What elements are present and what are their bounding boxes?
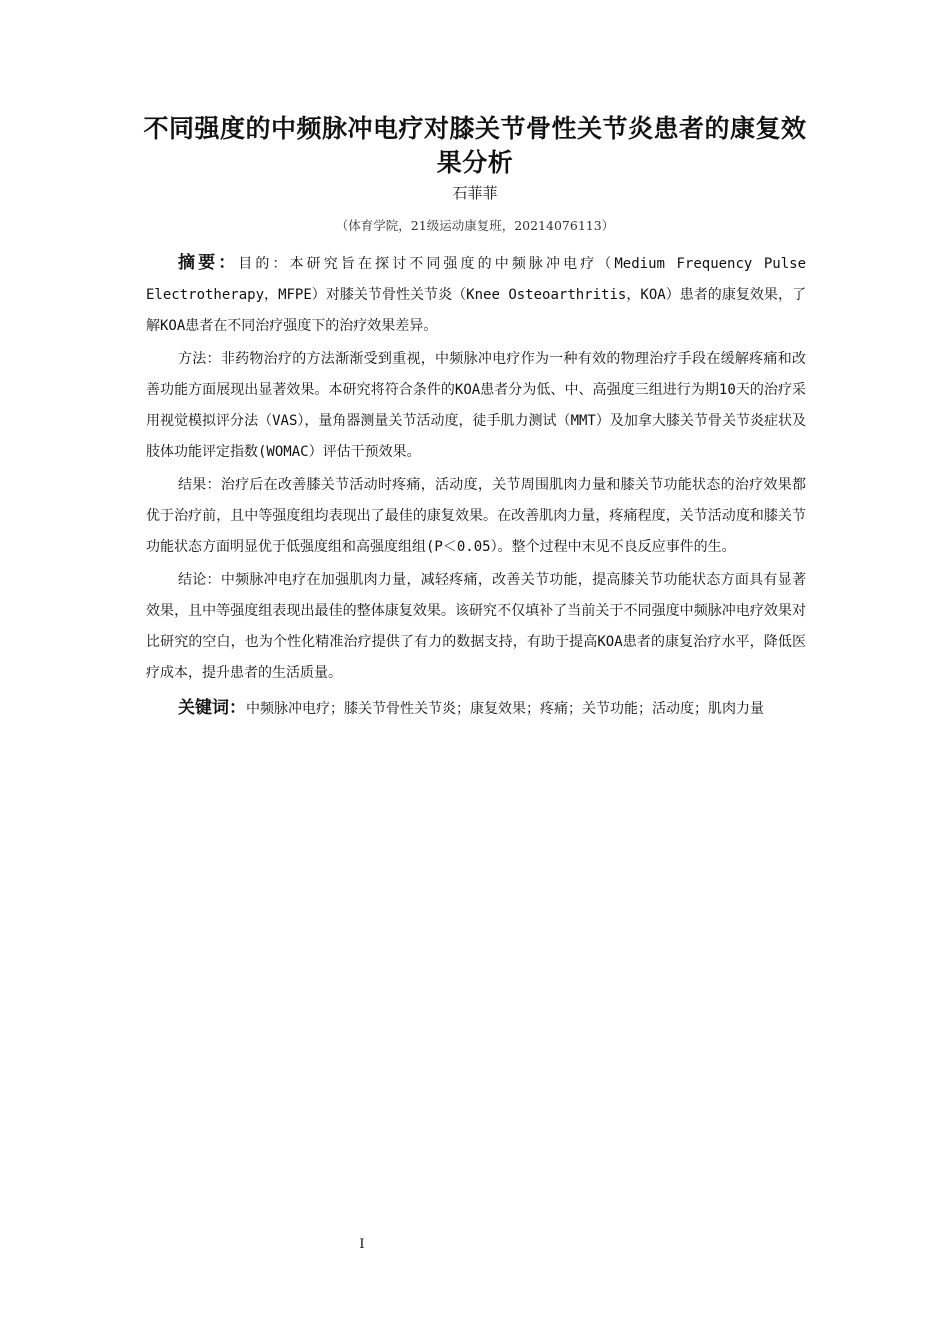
keywords-label: 关键词： [178,698,246,718]
keywords-text: 中频脉冲电疗；膝关节骨性关节炎；康复效果；疼痛；关节功能；活动度；肌肉力量 [246,701,764,717]
page-number: I [359,1237,365,1252]
abstract-section [146,248,806,727]
abstract-aim-text: 目的：本研究旨在探讨不同强度的中频脉冲电疗（Medium Frequency Pulse Electrotherapy，MFPE）对膝关节骨性关节炎（Knee Osteoarthritis，KOA）患者的康复效果，了解KOA患者在不同治疗强度下的治疗效果差异。 [146,256,807,334]
abstract-results-paragraph: 结果：治疗后在改善膝关节活动时疼痛，活动度，关节周围肌肉力量和膝关节功能状态的治疗效果都优于治疗前，且中等强度组均表现出了最佳的康复效果。在改善肌肉力量，疼痛程度，关节活动度和膝关节功能状态方面明显优于低强度组和高强度组组(P＜0.05）。整个过程中末见不良反应事件的生。 [146,477,806,555]
abstract-label: 摘要： [178,253,239,273]
abstract-aim-paragraph [146,248,806,342]
abstract-conclusion-paragraph: 结论：中频脉冲电疗在加强肌肉力量，减轻疼痛，改善关节功能，提高膝关节功能状态方面具有显著效果，且中等强度组表现出最佳的整体康复效果。该研究不仅填补了当前关于不同强度中频脉冲电疗效果对比研究的空白，也为个性化精准治疗提供了有力的数据支持，有助于提高KOA患者的康复治疗水平，降低医疗成本，提升患者的生活质量。 [146,572,806,681]
keywords-paragraph [146,693,806,725]
author-affiliation: （体育学院，21级运动康复班，20214076113） [335,218,615,233]
abstract-methods-paragraph: 方法：非药物治疗的方法渐渐受到重视，中频脉冲电疗作为一种有效的物理治疗手段在缓解疼痛和改善功能方面展现出显著效果。本研究将符合条件的KOA患者分为低、中、高强度三组进行为期10天的治疗采用视觉模拟评分法（VAS），量角器测量关节活动度，徒手肌力测试（MMT）及加拿大膝关节骨关节炎症状及肢体功能评定指数(WOMAC）评估干预效果。 [146,351,806,460]
paper-title: 不同强度的中频脉冲电疗对膝关节骨性关节炎患者的康复效果分析 [143,114,807,177]
author-name: 石菲菲 [452,184,498,202]
